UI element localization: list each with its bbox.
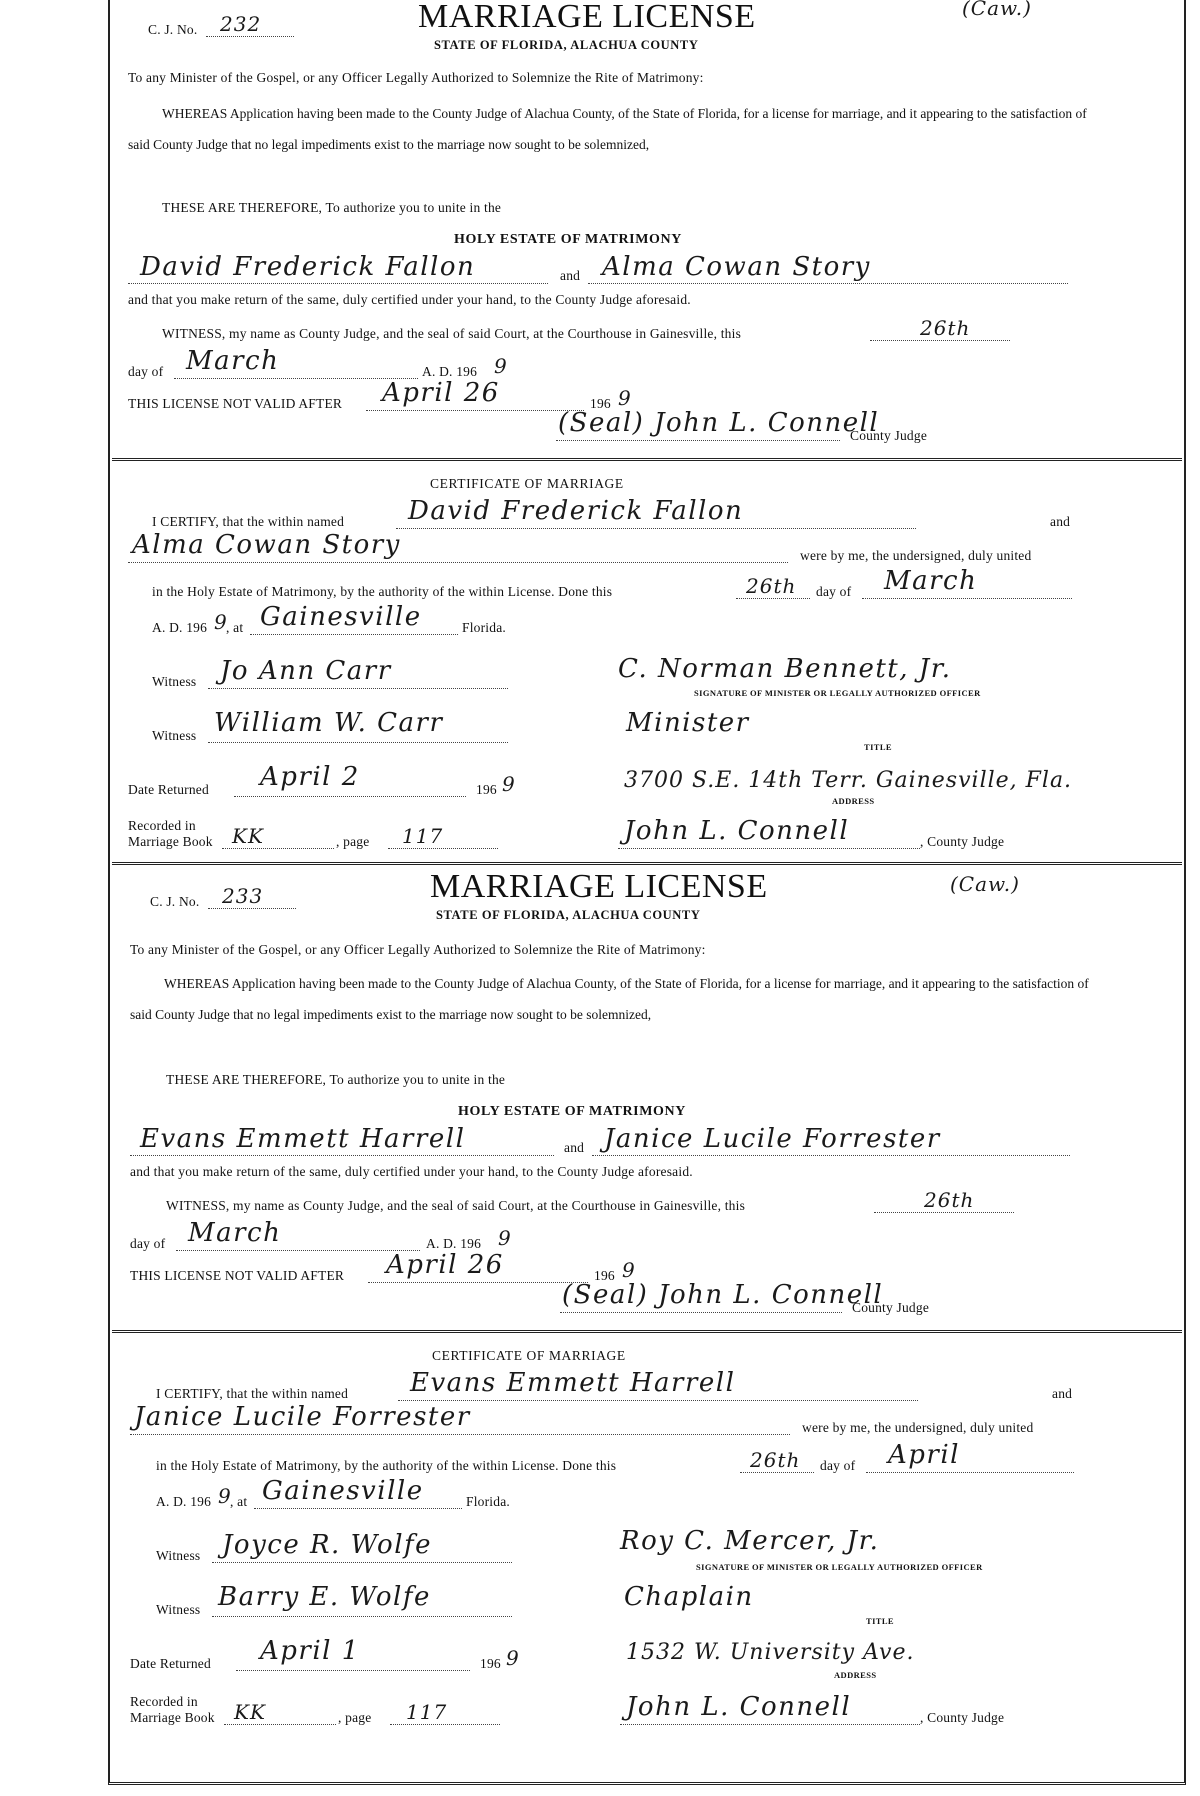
license-subtitle: STATE OF FLORIDA, ALACHUA COUNTY xyxy=(434,38,699,52)
witness-label-1: Witness xyxy=(152,674,197,689)
officer-title: Chaplain xyxy=(624,1582,754,1612)
were-by-me-text: were by me, the undersigned, duly united xyxy=(800,548,1032,563)
section-divider xyxy=(112,1330,1182,1333)
license-subtitle: STATE OF FLORIDA, ALACHUA COUNTY xyxy=(436,908,701,922)
witness-line: WITNESS, my name as County Judge, and the seal of said Court, at the Courthouse in Gainesville, this xyxy=(166,1198,746,1213)
bride-name: Alma Cowan Story xyxy=(602,252,871,282)
year-digit: 9 xyxy=(494,354,508,378)
cj-label: C. J. No. xyxy=(150,894,200,909)
place-name: Gainesville xyxy=(262,1476,424,1506)
date-returned: April 2 xyxy=(260,762,360,792)
salutation: To any Minister of the Gospel, or any Officer Legally Authorized to Solemnize the Rite of Matrimony: xyxy=(128,70,704,85)
ad-label-2: A. D. 196 xyxy=(156,1494,212,1509)
at-label: , at xyxy=(230,1494,248,1509)
ad-label: A. D. 196 xyxy=(422,364,478,379)
title-caption: TITLE xyxy=(866,1616,894,1626)
done-day: 26th xyxy=(750,1448,801,1472)
signature-caption: SIGNATURE OF MINISTER OR LEGALLY AUTHORIZED OFFICER xyxy=(696,1562,983,1572)
license-title: MARRIAGE LICENSE xyxy=(418,0,756,35)
whereas-paragraph: WHEREAS Application having been made to the County Judge of Alachua County, of the State of Florida, for a license for marriage, and it appearing to the satisfaction of said County Judge that no legal impediments exist to the marriage now sought to be solemnized, xyxy=(128,106,1087,152)
witness-label-2: Witness xyxy=(152,728,197,743)
day-of-label-2: day of xyxy=(820,1458,856,1473)
date-returned: April 1 xyxy=(260,1636,360,1666)
page-number: 117 xyxy=(402,824,444,848)
ad-label: A. D. 196 xyxy=(426,1236,482,1251)
not-valid-date: April 26 xyxy=(386,1250,504,1280)
cj-number: 232 xyxy=(220,12,262,36)
not-valid-year-digit: 9 xyxy=(622,1258,636,1282)
recorded-in-label: Recorded in xyxy=(130,1694,198,1709)
book-value: KK xyxy=(234,1700,266,1724)
bride-name: Janice Lucile Forrester xyxy=(604,1124,941,1154)
return-line: and that you make return of the same, duly certified under your hand, to the County Judge aforesaid. xyxy=(128,292,691,307)
done-month: March xyxy=(884,566,978,596)
corner-note: (Caw.) xyxy=(962,0,1032,20)
officer-title: Minister xyxy=(626,708,750,738)
done-day: 26th xyxy=(746,574,797,598)
not-valid-label: THIS LICENSE NOT VALID AFTER xyxy=(130,1268,345,1283)
salutation: To any Minister of the Gospel, or any Officer Legally Authorized to Solemnize the Rite of Matrimony: xyxy=(130,942,706,957)
officer-address: 1532 W. University Ave. xyxy=(626,1640,915,1665)
cj-number: 233 xyxy=(222,884,264,908)
holy-estate-line: in the Holy Estate of Matrimony, by the authority of the within License. Done this xyxy=(156,1458,617,1473)
witness-1-name: Jo Ann Carr xyxy=(220,656,392,686)
cj-label: C. J. No. xyxy=(148,22,198,37)
cert-groom-name: Evans Emmett Harrell xyxy=(410,1368,736,1398)
day-of-label: day of xyxy=(130,1236,166,1251)
corner-note: (Caw.) xyxy=(950,872,1020,896)
book-value: KK xyxy=(232,824,264,848)
not-valid-year-label: 196 xyxy=(594,1268,615,1283)
and-label: and xyxy=(560,268,581,283)
recorded-in-label: Recorded in xyxy=(128,818,196,833)
judge-signature: (Seal) John L. Connell xyxy=(558,408,880,438)
year-digit: 9 xyxy=(498,1226,512,1250)
address-caption: ADDRESS xyxy=(832,796,875,806)
ad-label-2: A. D. 196 xyxy=(152,620,208,635)
title-caption: TITLE xyxy=(864,742,892,752)
cert-bride-name: Alma Cowan Story xyxy=(132,530,401,560)
address-caption: ADDRESS xyxy=(834,1670,877,1680)
done-month: April xyxy=(888,1440,960,1470)
cert-and-label: and xyxy=(1052,1386,1073,1401)
done-year-digit: 9 xyxy=(218,1484,232,1508)
cert-groom-name: David Frederick Fallon xyxy=(408,496,744,526)
therefore-line: THESE ARE THEREFORE, To authorize you to unite in the xyxy=(166,1072,506,1087)
holy-estate-heading: HOLY ESTATE OF MATRIMONY xyxy=(454,232,682,247)
month-value: March xyxy=(186,346,280,376)
cert-bride-name: Janice Lucile Forrester xyxy=(134,1402,471,1432)
officer-address: 3700 S.E. 14th Terr. Gainesville, Fla. xyxy=(624,768,1073,793)
florida-label: Florida. xyxy=(462,620,506,635)
witness-day: 26th xyxy=(920,316,971,340)
were-by-me-text: were by me, the undersigned, duly united xyxy=(802,1420,1034,1435)
month-value: March xyxy=(188,1218,282,1248)
witness-day: 26th xyxy=(924,1188,975,1212)
date-returned-label: Date Returned xyxy=(128,782,209,797)
witness-label-1: Witness xyxy=(156,1548,201,1563)
florida-label: Florida. xyxy=(466,1494,510,1509)
certify-label: I CERTIFY, that the within named xyxy=(152,514,345,529)
page-label: , page xyxy=(336,834,370,849)
groom-name: David Frederick Fallon xyxy=(140,252,476,282)
judge-label: County Judge xyxy=(850,428,928,443)
recorder-label: , County Judge xyxy=(920,834,1005,849)
not-valid-year-digit: 9 xyxy=(618,386,632,410)
holy-estate-line: in the Holy Estate of Matrimony, by the authority of the within License. Done this xyxy=(152,584,613,599)
page-number: 117 xyxy=(406,1700,448,1724)
at-label: , at xyxy=(226,620,244,635)
certificate-title: CERTIFICATE OF MARRIAGE xyxy=(432,1348,626,1363)
license-title: MARRIAGE LICENSE xyxy=(430,868,768,905)
groom-name: Evans Emmett Harrell xyxy=(140,1124,466,1154)
day-of-label: day of xyxy=(128,364,164,379)
marriage-book-label: Marriage Book xyxy=(128,834,213,849)
returned-year-digit: 9 xyxy=(506,1646,520,1670)
cert-and-label: and xyxy=(1050,514,1071,529)
witness-line: WITNESS, my name as County Judge, and the seal of said Court, at the Courthouse in Gainesville, this xyxy=(162,326,742,341)
returned-year-digit: 9 xyxy=(502,772,516,796)
recorder-label: , County Judge xyxy=(920,1710,1005,1725)
witness-1-name: Joyce R. Wolfe xyxy=(222,1530,433,1560)
not-valid-year-label: 196 xyxy=(590,396,611,411)
returned-year-label: 196 xyxy=(476,782,497,797)
witness-2-name: William W. Carr xyxy=(214,708,444,738)
certify-label: I CERTIFY, that the within named xyxy=(156,1386,349,1401)
witness-2-name: Barry E. Wolfe xyxy=(218,1582,431,1612)
officer-signature: Roy C. Mercer, Jr. xyxy=(620,1526,880,1556)
whereas-paragraph: WHEREAS Application having been made to the County Judge of Alachua County, of the State of Florida, for a license for marriage, and it appearing to the satisfaction of said County Judge that no legal impediments exist to the marriage now sought to be solemnized, xyxy=(130,976,1089,1022)
marriage-book-label: Marriage Book xyxy=(130,1710,215,1725)
certificate-title: CERTIFICATE OF MARRIAGE xyxy=(430,476,624,491)
recorder-signature: John L. Connell xyxy=(624,816,850,846)
return-line: and that you make return of the same, duly certified under your hand, to the County Judge aforesaid. xyxy=(130,1164,693,1179)
page-label: , page xyxy=(338,1710,372,1725)
therefore-line: THESE ARE THEREFORE, To authorize you to unite in the xyxy=(162,200,502,215)
place-name: Gainesville xyxy=(260,602,422,632)
not-valid-label: THIS LICENSE NOT VALID AFTER xyxy=(128,396,343,411)
returned-year-label: 196 xyxy=(480,1656,501,1671)
judge-label: County Judge xyxy=(852,1300,930,1315)
day-of-label-2: day of xyxy=(816,584,852,599)
section-divider xyxy=(112,862,1182,865)
section-divider xyxy=(112,458,1182,461)
not-valid-date: April 26 xyxy=(382,378,500,408)
and-label: and xyxy=(564,1140,585,1155)
document-page xyxy=(108,0,1186,1785)
witness-label-2: Witness xyxy=(156,1602,201,1617)
judge-signature: (Seal) John L. Connell xyxy=(562,1280,884,1310)
holy-estate-heading: HOLY ESTATE OF MATRIMONY xyxy=(458,1104,686,1119)
recorder-signature: John L. Connell xyxy=(626,1692,852,1722)
signature-caption: SIGNATURE OF MINISTER OR LEGALLY AUTHORIZED OFFICER xyxy=(694,688,981,698)
officer-signature: C. Norman Bennett, Jr. xyxy=(618,654,952,684)
date-returned-label: Date Returned xyxy=(130,1656,211,1671)
done-year-digit: 9 xyxy=(214,610,228,634)
